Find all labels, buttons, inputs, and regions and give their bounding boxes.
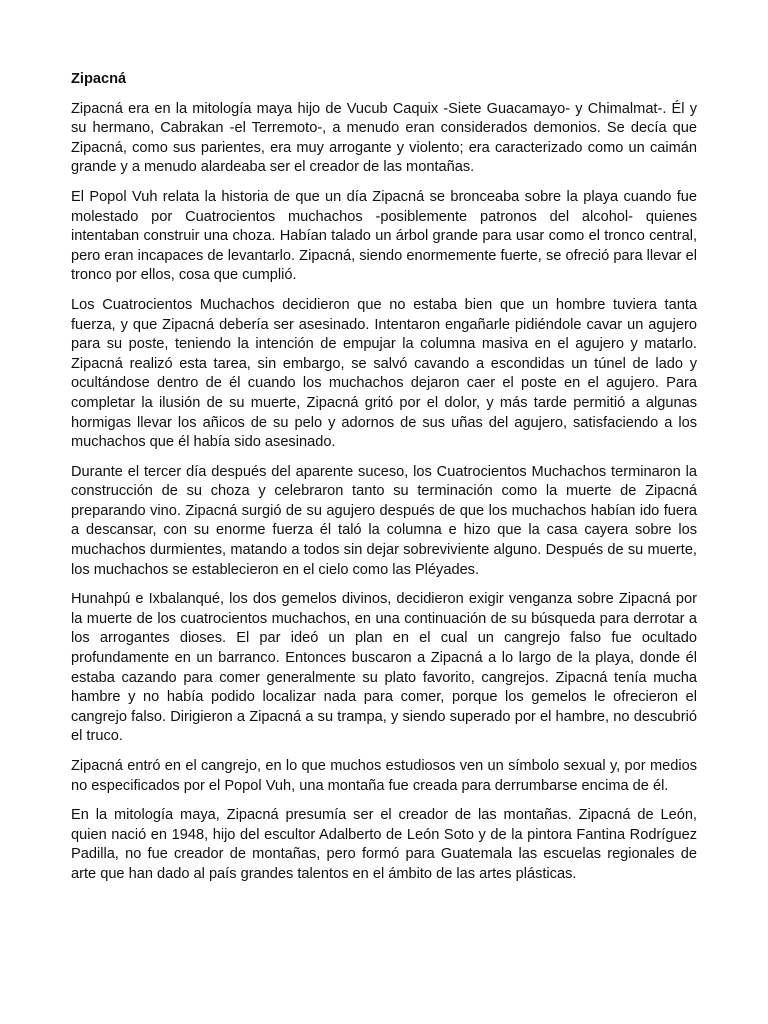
paragraph-4: Durante el tercer día después del aparente suceso, los Cuatrocientos Muchachos terminaron la construcción de su choza y celebraron tanto su terminación como la muerte de Zipacná preparando vino. Zipacná surgió de su agujero después de que los muchachos habían ido fuera a descansar, con su enorme fuerza él taló la columna e hizo que la casa cayera sobre los muchachos durmientes, matando a todos sin dejar sobreviviente alguno. Después de su muerte, los muchachos se establecieron en el cielo como las Pléyades. xyxy=(71,463,697,578)
paragraph-5: Hunahpú e Ixbalanqué, los dos gemelos divinos, decidieron exigir venganza sobre Zipacná por la muerte de los cuatrocientos muchachos, en una continuación de su búsqueda para derrotar a los arrogantes dioses. El par ideó un plan en el cual un cangrejo falso fue ocultado profundamente en un barranco. Entonces buscaron a Zipacná a lo largo de la playa, donde él estaba cazando para comer generalmente su plato favorito, cangrejos. Zipacná tenía mucha hambre y no había podido localizar nada para comer, porque los gemelos le ofrecieron el cangrejo falso. Dirigieron a Zipacná a su trampa, y siendo superado por el hambre, no descubrió el truco. xyxy=(71,591,697,745)
document-title: Zipacná xyxy=(71,71,127,87)
paragraph-3: Los Cuatrocientos Muchachos decidieron que no estaba bien que un hombre tuviera tanta fuerza, y que Zipacná debería ser asesinado. Intentaron engañarle pidiéndole cavar un agujero para su poste, teniendo la intención de empujar la columna masiva en el agujero y matarlo. Zipacná realizó esta tarea, sin embargo, se salvó cavando a escondidas un túnel de lado y ocultándose dentro de él cuando los muchachos dejaron caer el poste en el agujero. Para completar la ilusión de su muerte, Zipacná gritó por el dolor, y más tarde permitió a algunas hormigas llevar los añicos de su pelo y adornos de sus uñas del agujero, satisfaciendo a los muchachos que él había sido asesinado. xyxy=(71,296,697,451)
paragraph-1: Zipacná era en la mitología maya hijo de Vucub Caquix -Siete Guacamayo- y Chimalmat-. Él y su hermano, Cabrakan -el Terremoto-, a menudo eran considerados demonios. Se decía que Zipacná, como sus parientes, era muy arrogante y violento; era caracterizado como un caimán grande y a menudo alardeaba ser el creador de las montañas. xyxy=(71,100,697,176)
paragraph-2: El Popol Vuh relata la historia de que un día Zipacná se bronceaba sobre la playa cuando fue molestado por Cuatrocientos muchachos -posiblemente patronos del alcohol- quienes intentaban construir una choza. Habían talado un árbol grande para usar como el tronco central, pero eran incapaces de levantarlo. Zipacná, siendo enormemente fuerte, se ofreció para llevar el tronco por ellos, cosa que cumplió. xyxy=(71,188,697,284)
paragraph-7: En la mitología maya, Zipacná presumía ser el creador de las montañas. Zipacná de León, quien nació en 1948, hijo del escultor Adalberto de León Soto y de la pintora Fantina Rodríguez Padilla, no fue creador de montañas, pero formó para Guatemala las escuelas regionales de arte que han dado al país grandes talentos en el ámbito de las artes plásticas. xyxy=(71,807,697,882)
paragraph-6: Zipacná entró en el cangrejo, en lo que muchos estudiosos ven un símbolo sexual y, por medios no especificados por el Popol Vuh, una montaña fue creada para derrumbarse encima de él. xyxy=(71,758,697,794)
document-page xyxy=(71,70,697,895)
